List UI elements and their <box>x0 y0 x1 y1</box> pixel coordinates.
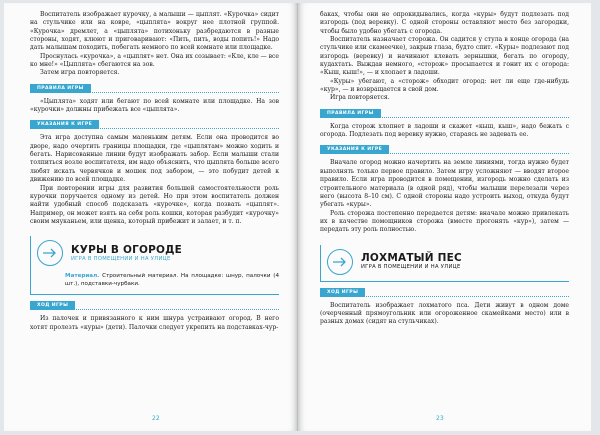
paragraph: При повторении игры для развития большей самостоятельности роль курочки поручается одному из детей. Но при этом воспитатель должен найти удобный способ подсказать «курочке», когда позвать «цыплят». Например, он может взять на себя роль кошки, которая разбудит «курочку» своим мяуканьем, или щенка, который прибежит и залает, и т. п. <box>30 184 279 225</box>
page-number-left: 22 <box>152 415 160 422</box>
paragraph: Проснулась «курочка», а «цыплят» нет. Она их созывает: «Кле, кле — все ко мне!» «Цыплята» сбегаются на зов. <box>30 52 279 69</box>
course-label: ХОД ИГРЫ <box>30 301 75 310</box>
game-heading-box <box>30 236 279 295</box>
rules-header <box>320 109 569 118</box>
rules-label: ПРАВИЛА ИГРЫ <box>320 109 381 118</box>
course-header <box>30 301 279 310</box>
paragraph: Воспитатель назначает сторожа. Он садится у стула в конце огорода (на стульчике или скамеечке), закрыв глаза, будто спит. «Куры» подлезают под изгородь (веревку) и начинают клевать зернышки, бегать по огороду, кудахтать. Выждав немного, «сторож» просыпается и гонит их с огорода: «Кыш, кыш!», — и хлопает в ладоши. <box>320 36 569 77</box>
page-left <box>4 3 297 431</box>
material-line <box>65 272 279 288</box>
material-text: Строительный материал. На площадке: шнур, палочки (4 шт.), подставки-чурбаки. <box>65 273 280 288</box>
instructions-label: УКАЗАНИЯ К ИГРЕ <box>320 145 389 154</box>
paragraph: Эта игра доступна самым маленьким детям. Если она проводится во дворе, надо очертить границы площадки, где «цыплятам» можно ходить и бегать. Нарисованные линии будут изображать забор. Если малыши стали толпиться возле воспитателя, им надо объяснить, что цыплята больше всего любят искать червячков и мошек под забором, — это побудит детей к движению по всей площадке. <box>30 134 279 184</box>
game-title: КУРЫ В ОГОРОДЕ <box>71 243 183 256</box>
game-heading-text <box>361 252 462 271</box>
paragraph: Из палочек и привязанного к ним шнура устраивают огород. В него хотят пролезть «куры» (дети). Палочки следует укрепить на подставках-чур- <box>30 315 279 331</box>
paragraph: Роль сторожа постепенно передается детям: вначале можно привлекать их в качестве помощников сторожа (вместе прогонять «кур»), затем — передать эту роль полностью. <box>320 209 569 234</box>
instructions-header <box>30 120 279 129</box>
course-header <box>320 288 569 297</box>
arrow-right-circle-icon <box>37 240 63 266</box>
page-number-right: 23 <box>436 415 444 422</box>
instructions-header <box>320 145 569 154</box>
rules-label: ПРАВИЛА ИГРЫ <box>30 84 91 93</box>
game-heading-box <box>320 245 569 282</box>
course-label: ХОД ИГРЫ <box>320 288 365 297</box>
right-page-content <box>320 11 569 327</box>
left-page-content <box>30 11 279 332</box>
paragraph: Воспитатель изображает курочку, а малыши — цыплят. «Курочка» сидит на стульчике или на ковре, «цыплята» вокруг нее плотной группой. «Курочка» дремлет, а «цыплята» потихоньку разбредаются в разные стороны, ходят, клюют и приговаривают: «Пить, пить, воды попить!» Надо дать малышам походить, побегать немного по всей комнате или площадке. <box>30 11 279 52</box>
paragraph: баках, чтобы они не опрокидывались, когда «куры» будут подлезать под изгородь (под веревку). С одной стороны оставляют место без загородки, чтобы было удобно убегать с огорода. <box>320 11 569 35</box>
paragraph: «Куры» убегают, а «сторож» обходит огород: нет ли еще где-нибудь «кур», — и возвращается в свой дом. <box>320 77 569 94</box>
paragraph: Вначале огород можно начертить на земле линиями, тогда нужно будет выполнять только первое правило. Затем игру усложняют — вводят второе правило. Если игра проводится в помещении, изгородь можно сделать из строительного материала (в одной ряд), чтобы малыши перелезали через него (высота 8–10 см). С одной стороны надо устроить выход, откуда будут убегать «куры». <box>320 159 569 209</box>
rules-header <box>30 84 279 93</box>
game-heading <box>321 249 569 275</box>
game-heading-text <box>71 244 182 263</box>
paragraph: Воспитатель изображает лохматого пса. Дети живут в одном доме (очерченный прямоугольник или огороженное скамейками место) или в разных домах (сидят на стульчиках). <box>320 301 569 326</box>
rules-text: «Цыплята» ходят или бегают по всей комнате или площадке. На зов «курочки» должны прибежать все «цыплята». <box>30 97 279 114</box>
paragraph: Затем игра повторяется. <box>40 69 120 77</box>
page-right <box>298 3 591 431</box>
arrow-right-circle-icon <box>327 249 353 275</box>
instructions-label: УКАЗАНИЯ К ИГРЕ <box>30 120 99 129</box>
paragraph: Игра повторяется. <box>330 94 390 102</box>
game-heading <box>31 240 279 266</box>
game-subtitle: ИГРА В ПОМЕЩЕНИИ И НА УЛИЦЕ <box>361 264 461 271</box>
material-label: Материал. <box>65 273 100 280</box>
arrow-right-icon <box>43 248 57 258</box>
game-subtitle: ИГРА В ПОМЕЩЕНИИ И НА УЛИЦЕ <box>71 255 171 262</box>
rules-text: Когда сторож хлопнет в ладоши и скажет «кыш, кыш», надо бежать с огорода. Подлезать под веревку нужно, стараясь не задевать ее. <box>320 122 569 139</box>
game-title: ЛОХМАТЫЙ ПЕС <box>361 252 462 265</box>
arrow-right-icon <box>333 257 347 267</box>
